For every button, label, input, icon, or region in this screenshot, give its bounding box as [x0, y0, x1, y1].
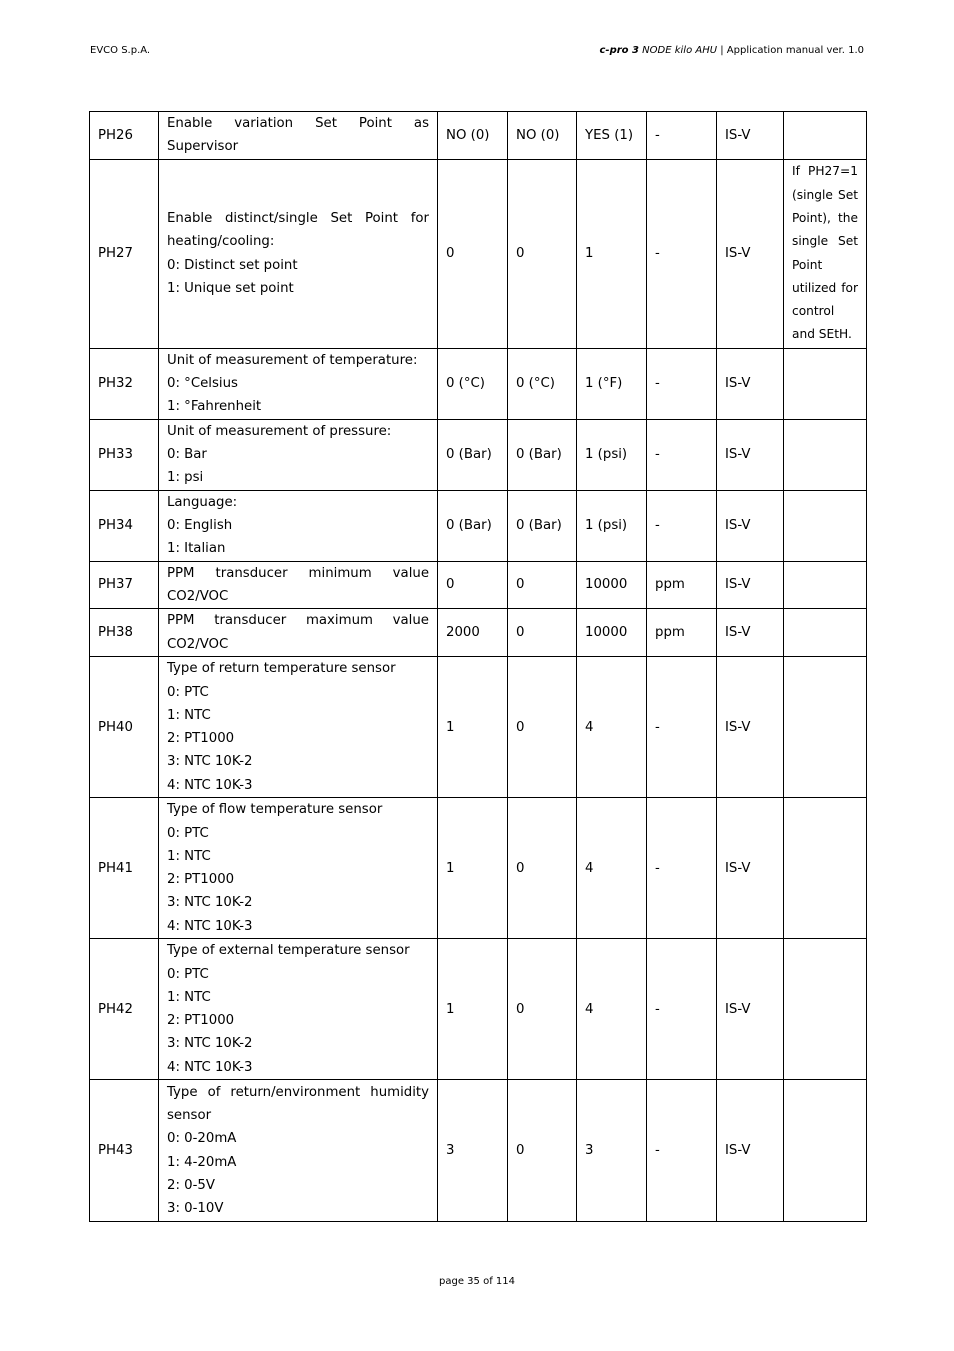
param-description-cell	[159, 939, 438, 1080]
param-description-cell	[159, 348, 438, 419]
param-unit-cell: -	[647, 657, 717, 798]
param-code-cell: PH38	[90, 609, 159, 657]
description-line: Enable variation Set Point as Supervisor	[167, 116, 429, 155]
param-description-cell	[159, 112, 438, 160]
param-description-cell	[159, 1080, 438, 1222]
param-min-cell: 0 (Bar)	[508, 490, 577, 561]
param-default-cell: 0	[438, 561, 508, 609]
description-line: 2: 0-5V	[167, 1177, 215, 1193]
description-line: 1: 4-20mA	[167, 1154, 237, 1170]
param-unit-cell: -	[647, 348, 717, 419]
description-line: 3: 0-10V	[167, 1201, 224, 1217]
table-row	[90, 939, 867, 1080]
param-note-cell	[784, 419, 867, 490]
description-line: Type of flow temperature sensor	[167, 802, 383, 818]
description-line: 0: 0-20mA	[167, 1131, 237, 1147]
table-row	[90, 348, 867, 419]
description-line: 0: PTC	[167, 684, 209, 700]
header-manual-version: | Application manual ver. 1.0	[720, 45, 864, 56]
page-number: page 35 of 114	[439, 1276, 515, 1287]
param-code-cell: PH41	[90, 798, 159, 939]
param-min-cell: NO (0)	[508, 112, 577, 160]
description-line: Enable distinct/single Set Point for heating/cooling:	[167, 211, 429, 250]
description-line: 1: Italian	[167, 541, 226, 557]
description-line: 0: PTC	[167, 825, 209, 841]
description-line: 1: NTC	[167, 989, 211, 1005]
description-line: 2: PT1000	[167, 731, 235, 747]
param-code-cell: PH32	[90, 348, 159, 419]
description-line: Unit of measurement of temperature:	[167, 352, 418, 368]
param-code-cell: PH27	[90, 159, 159, 348]
description-line: 1: NTC	[167, 848, 211, 864]
param-code-cell: PH42	[90, 939, 159, 1080]
description-line: 1: Unique set point	[167, 280, 294, 296]
param-code-cell: PH37	[90, 561, 159, 609]
param-default-cell: 0	[438, 159, 508, 348]
param-default-cell: 2000	[438, 609, 508, 657]
param-min-cell: 0	[508, 1080, 577, 1222]
description-line: Type of return/environment humidity sensor	[167, 1084, 429, 1124]
description-line: 0: °Celsius	[167, 375, 238, 391]
param-max-cell: 4	[577, 657, 647, 798]
param-code-cell: PH26	[90, 112, 159, 160]
param-max-cell: 10000	[577, 609, 647, 657]
param-min-cell: 0	[508, 159, 577, 348]
description-line: Type of return temperature sensor	[167, 661, 396, 677]
param-note-cell	[784, 657, 867, 798]
param-unit-cell: -	[647, 112, 717, 160]
param-unit-cell: -	[647, 798, 717, 939]
param-description-cell	[159, 798, 438, 939]
description-line: Language:	[167, 494, 238, 510]
description-line: 4: NTC 10K-3	[167, 1059, 253, 1075]
description-line: Type of external temperature sensor	[167, 943, 410, 959]
description-line: Unit of measurement of pressure:	[167, 423, 392, 439]
description-line: 1: NTC	[167, 707, 211, 723]
description-line: 0: Distinct set point	[167, 257, 298, 273]
param-visibility-cell: IS-V	[717, 348, 784, 419]
param-note-cell	[784, 561, 867, 609]
param-max-cell: 4	[577, 939, 647, 1080]
param-note-cell	[784, 159, 867, 348]
param-min-cell: 0	[508, 609, 577, 657]
param-max-cell: 1 (°F)	[577, 348, 647, 419]
param-note-cell	[784, 609, 867, 657]
description-line: 2: PT1000	[167, 872, 235, 888]
description-line: 4: NTC 10K-3	[167, 777, 253, 793]
description-line: 0: PTC	[167, 966, 209, 982]
param-visibility-cell: IS-V	[717, 798, 784, 939]
description-line: 1: psi	[167, 470, 204, 486]
param-min-cell: 0	[508, 798, 577, 939]
header-company: EVCO S.p.A.	[90, 45, 151, 56]
table-row	[90, 419, 867, 490]
param-code-cell: PH40	[90, 657, 159, 798]
param-unit-cell: ppm	[647, 609, 717, 657]
table-row	[90, 609, 867, 657]
table-row	[90, 112, 867, 160]
param-description-cell	[159, 609, 438, 657]
param-default-cell: NO (0)	[438, 112, 508, 160]
param-min-cell: 0 (°C)	[508, 348, 577, 419]
param-max-cell: 1	[577, 159, 647, 348]
param-min-cell: 0	[508, 939, 577, 1080]
param-visibility-cell: IS-V	[717, 490, 784, 561]
table-row	[90, 657, 867, 798]
param-note-cell	[784, 348, 867, 419]
description-line: 4: NTC 10K-3	[167, 918, 253, 934]
param-visibility-cell: IS-V	[717, 419, 784, 490]
param-default-cell: 3	[438, 1080, 508, 1222]
param-default-cell: 1	[438, 657, 508, 798]
param-max-cell: 4	[577, 798, 647, 939]
param-unit-cell: -	[647, 490, 717, 561]
description-line: 3: NTC 10K-2	[167, 754, 253, 770]
param-visibility-cell: IS-V	[717, 609, 784, 657]
param-code-cell: PH34	[90, 490, 159, 561]
param-visibility-cell: IS-V	[717, 1080, 784, 1222]
param-code-cell: PH43	[90, 1080, 159, 1222]
description-line: 3: NTC 10K-2	[167, 1036, 253, 1052]
param-unit-cell: -	[647, 1080, 717, 1222]
param-description-cell	[159, 490, 438, 561]
parameters-table	[89, 111, 867, 1222]
param-visibility-cell: IS-V	[717, 939, 784, 1080]
param-note-cell	[784, 490, 867, 561]
table-row	[90, 159, 867, 348]
param-visibility-cell: IS-V	[717, 561, 784, 609]
param-note-cell	[784, 1080, 867, 1222]
param-code-cell: PH33	[90, 419, 159, 490]
description-line: PPM transducer maximum value CO2/VOC	[167, 613, 429, 652]
param-max-cell: YES (1)	[577, 112, 647, 160]
param-default-cell: 0 (°C)	[438, 348, 508, 419]
param-visibility-cell: IS-V	[717, 159, 784, 348]
param-default-cell: 1	[438, 939, 508, 1080]
param-max-cell: 1 (psi)	[577, 490, 647, 561]
table-row	[90, 561, 867, 609]
param-min-cell: 0	[508, 657, 577, 798]
param-description-cell	[159, 657, 438, 798]
param-note-cell	[784, 112, 867, 160]
param-unit-cell: -	[647, 159, 717, 348]
description-line: 3: NTC 10K-2	[167, 895, 253, 911]
param-note-cell	[784, 939, 867, 1080]
param-max-cell: 10000	[577, 561, 647, 609]
parameters-table-body	[90, 112, 867, 1222]
param-unit-cell: ppm	[647, 561, 717, 609]
header-product-code: c-pro 3	[599, 45, 639, 56]
param-description-cell	[159, 159, 438, 348]
header-product-name: NODE kilo AHU	[642, 45, 718, 56]
param-default-cell: 0 (Bar)	[438, 490, 508, 561]
description-line: 0: Bar	[167, 446, 207, 462]
param-max-cell: 1 (psi)	[577, 419, 647, 490]
param-visibility-cell: IS-V	[717, 112, 784, 160]
param-min-cell: 0	[508, 561, 577, 609]
param-visibility-cell: IS-V	[717, 657, 784, 798]
note-line: If PH27=1 (single Set Point), the single Set Point utilized for control and SEtH.	[792, 164, 858, 342]
table-row	[90, 1080, 867, 1222]
param-unit-cell: -	[647, 939, 717, 1080]
table-row	[90, 490, 867, 561]
param-unit-cell: -	[647, 419, 717, 490]
param-default-cell: 0 (Bar)	[438, 419, 508, 490]
table-row	[90, 798, 867, 939]
description-line: 0: English	[167, 517, 233, 533]
description-line: PPM transducer minimum value CO2/VOC	[167, 565, 429, 604]
description-line: 1: °Fahrenheit	[167, 399, 262, 415]
param-min-cell: 0 (Bar)	[508, 419, 577, 490]
param-description-cell	[159, 561, 438, 609]
param-max-cell: 3	[577, 1080, 647, 1222]
description-line: 2: PT1000	[167, 1013, 235, 1029]
header-document-title	[600, 45, 865, 56]
param-note-cell	[784, 798, 867, 939]
param-description-cell	[159, 419, 438, 490]
param-default-cell: 1	[438, 798, 508, 939]
